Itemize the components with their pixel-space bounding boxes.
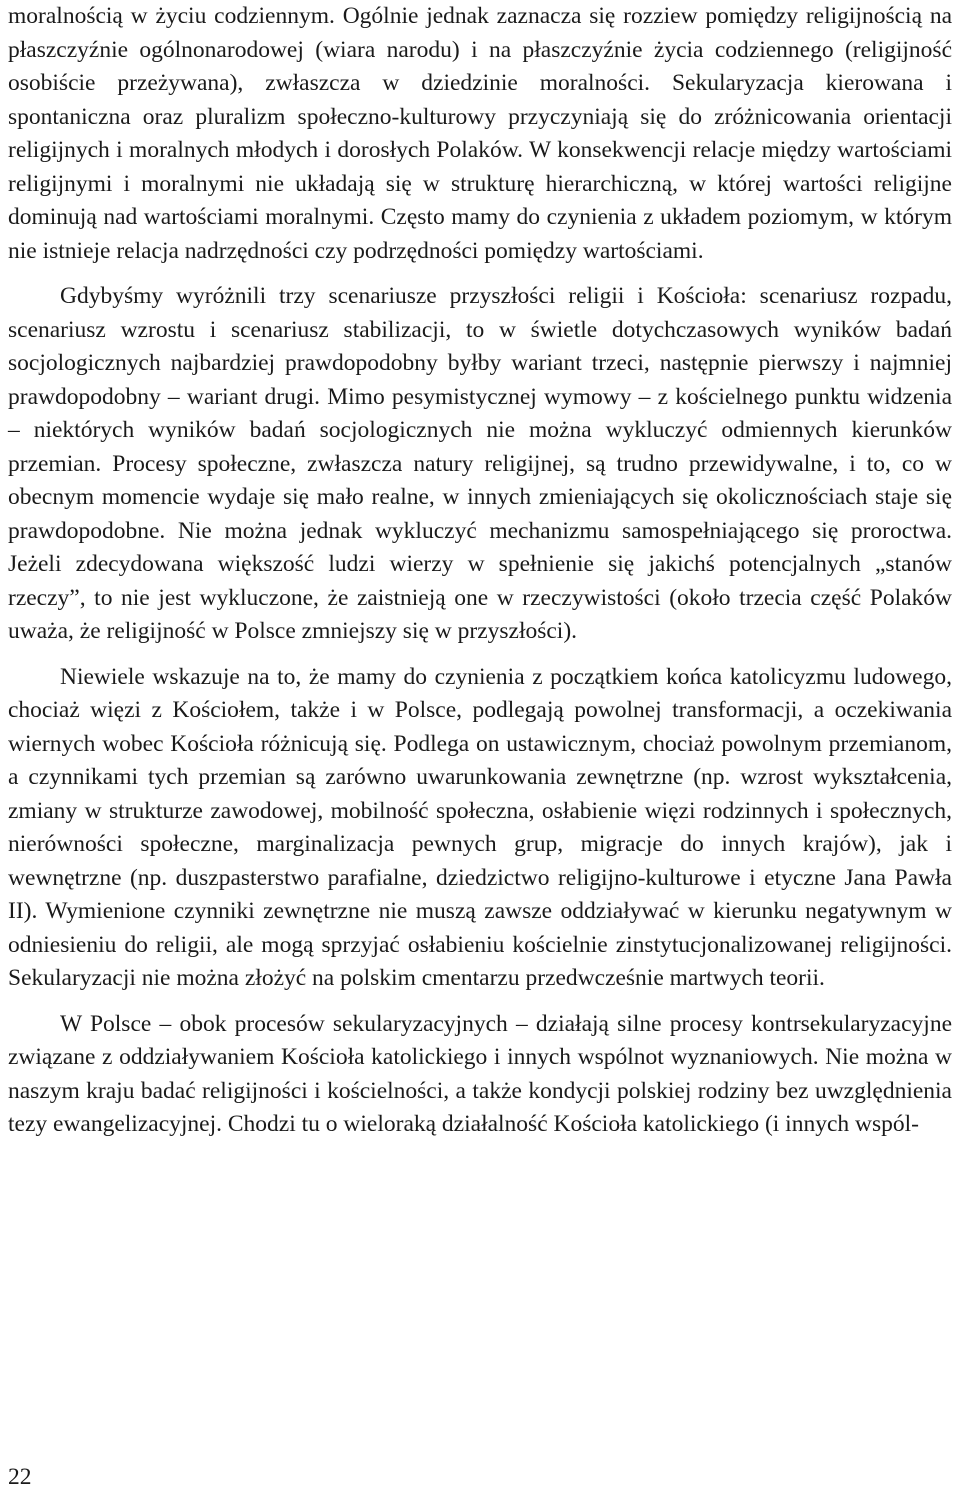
document-page xyxy=(8,0,952,1142)
paragraph-gap xyxy=(8,996,952,1008)
paragraph-1: moralnością w życiu codziennym. Ogólnie jednak zaznacza się rozziew pomiędzy religijnością na płaszczyźnie ogólnonarodowej (wiara narodu) i na płaszczyźnie życia codziennego (religijność osobiście przeżywana), zwłaszcza w dziedzinie moralności. Sekularyzacja kierowana i spontaniczna oraz pluralizm społeczno-kulturowy przyczyniają się do zróżnicowania orientacji religijnych i moralnych młodych i dorosłych Polaków. W konsekwencji relacje między wartościami religijnymi i moralnymi nie układają się w strukturę hierarchiczną, w której wartości religijne dominują nad wartościami moralnymi. Często mamy do czynienia z układem poziomym, w którym nie istnieje relacja nadrzędności czy podrzędności pomiędzy wartościami. xyxy=(8,3,952,264)
paragraph-2: Gdybyśmy wyróżnili trzy scenariusze przyszłości religii i Kościoła: scenariusz rozpadu, scenariusz wzrostu i scenariusz stabilizacji, to w świetle dotychczasowych wyników badań socjologicznych najbardziej prawdopodobny byłby wariant trzeci, następnie pierwszy i najmniej prawdopodobny – wariant drugi. Mimo pesymistycznej wymowy – z kościelnego punktu widzenia – niektórych wyników badań socjologicznych nie można wykluczyć odmiennych kierunków przemian. Procesy społeczne, zwłaszcza natury religijnej, są trudno przewidywalne, i to, co w obecnym momencie wydaje się mało realne, w innych zmieniających się okolicznościach staje się prawdopodobne. Nie można jednak wykluczyć mechanizmu samospełniającego się proroctwa. Jeżeli zdecydowana większość ludzi wierzy w spełnienie się jakichś potencjalnych „stanów rzeczy”, to nie jest wykluczone, że zaistnieją one w rzeczywistości (około trzecia część Polaków uważa, że religijność w Polsce zmniejszy się w przyszłości). xyxy=(8,283,952,644)
paragraph-gap xyxy=(8,649,952,661)
page-number: 22 xyxy=(8,1464,32,1490)
paragraph-gap xyxy=(8,268,952,280)
paragraph-4: W Polsce – obok procesów sekularyzacyjnych – działają silne procesy kontrsekularyzacyjne związane z oddziaływaniem Kościoła katolickiego i innych wspólnot wyznaniowych. Nie można w naszym kraju badać religijności i kościelności, a także kondycji polskiej rodziny bez uwzględnienia tezy ewangelizacyjnej. Chodzi tu o wieloraką działalność Kościoła katolickiego (i innych wspól- xyxy=(8,1010,952,1137)
paragraph-3: Niewiele wskazuje na to, że mamy do czynienia z początkiem końca katolicyzmu ludowego, chociaż więzi z Kościołem, także i w Polsce, podlegają powolnej transformacji, a oczekiwania wiernych wobec Kościoła różnicują się. Podlega on ustawicznym, chociaż powolnym przemianom, a czynnikami tych przemian są zarówno uwarunkowania zewnętrzne (np. wzrost wykształcenia, zmiany w strukturze zawodowej, mobilność społeczna, osłabienie więzi rodzinnych i społecznych, nierówności społeczne, marginalizacja pewnych grup, migracje do innych krajów), jak i wewnętrzne (np. duszpasterstwo parafialne, dziedzictwo religijno-kulturowe i etyczne Jana Pawła II). Wymienione czynniki zewnętrzne nie muszą zawsze oddziaływać w kierunku negatywnym w odniesieniu do religii, ale mogą sprzyjać osłabieniu kościelnie zinstytucjonalizowanej religijności. Sekularyzacji nie można złożyć na polskim cmentarzu przedwcześnie martwych teorii. xyxy=(8,663,952,991)
